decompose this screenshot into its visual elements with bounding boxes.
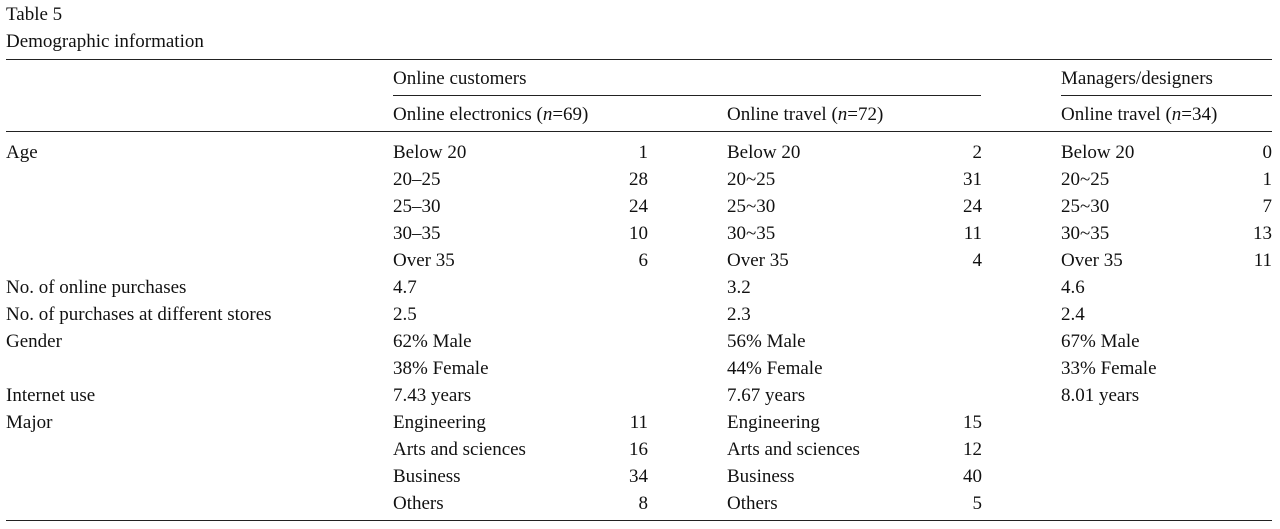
travel-age-label: Below 20 bbox=[727, 142, 801, 163]
travel-gender-female: 44% Female bbox=[727, 358, 823, 379]
electronics-age-count: 1 bbox=[638, 142, 648, 163]
table-label: Table 5 bbox=[6, 4, 63, 25]
electronics-major-count: 16 bbox=[629, 439, 648, 460]
managers-age-count: 1 bbox=[1262, 169, 1272, 190]
electronics-major-label: Engineering bbox=[393, 412, 486, 433]
electronics-age-label: 20–25 bbox=[393, 169, 441, 190]
row-label-internet-use: Internet use bbox=[6, 385, 96, 406]
managers-age-label: 25~30 bbox=[1061, 196, 1110, 217]
travel-gender-male: 56% Male bbox=[727, 331, 806, 352]
column-header-travel: Online travel (n=72) bbox=[727, 104, 884, 125]
electronics-age-label: 25–30 bbox=[393, 196, 441, 217]
table-title: Demographic information bbox=[6, 31, 204, 52]
row-label-major: Major bbox=[6, 412, 53, 433]
travel-age-label: 25~30 bbox=[727, 196, 776, 217]
electronics-age-label: Below 20 bbox=[393, 142, 467, 163]
travel-major-label: Others bbox=[727, 493, 778, 514]
group-header-managers: Managers/designers bbox=[1061, 68, 1213, 89]
top-rule bbox=[6, 59, 1272, 60]
managers-age-count: 0 bbox=[1262, 142, 1272, 163]
managers-gender-female: 33% Female bbox=[1061, 358, 1157, 379]
travel-age-label: Over 35 bbox=[727, 250, 789, 271]
travel-age-label: 30~35 bbox=[727, 223, 776, 244]
electronics-major-count: 34 bbox=[629, 466, 648, 487]
travel-major-count: 12 bbox=[963, 439, 982, 460]
managers-internet-use: 8.01 years bbox=[1061, 385, 1140, 406]
managers-age-count: 7 bbox=[1262, 196, 1272, 217]
managers-different-stores: 2.4 bbox=[1061, 304, 1085, 325]
column-header-managers-travel: Online travel (n=34) bbox=[1061, 104, 1218, 125]
travel-major-count: 5 bbox=[972, 493, 982, 514]
electronics-major-label: Others bbox=[393, 493, 444, 514]
electronics-gender-male: 62% Male bbox=[393, 331, 472, 352]
managers-age-label: 20~25 bbox=[1061, 169, 1110, 190]
travel-age-count: 24 bbox=[963, 196, 982, 217]
travel-major-label: Engineering bbox=[727, 412, 820, 433]
spanner-rule-managers bbox=[1061, 95, 1272, 96]
electronics-major-label: Business bbox=[393, 466, 461, 487]
travel-age-count: 11 bbox=[963, 223, 982, 244]
electronics-age-count: 24 bbox=[629, 196, 648, 217]
managers-gender-male: 67% Male bbox=[1061, 331, 1140, 352]
electronics-major-label: Arts and sciences bbox=[393, 439, 526, 460]
travel-age-label: 20~25 bbox=[727, 169, 776, 190]
managers-age-count: 11 bbox=[1253, 250, 1272, 271]
electronics-age-label: 30–35 bbox=[393, 223, 441, 244]
spanner-rule-online-customers bbox=[393, 95, 981, 96]
row-label-online-purchases: No. of online purchases bbox=[6, 277, 187, 298]
row-label-age: Age bbox=[6, 142, 38, 163]
travel-age-count: 31 bbox=[963, 169, 982, 190]
electronics-age-count: 28 bbox=[629, 169, 648, 190]
electronics-major-count: 8 bbox=[638, 493, 648, 514]
electronics-different-stores: 2.5 bbox=[393, 304, 417, 325]
electronics-gender-female: 38% Female bbox=[393, 358, 489, 379]
travel-age-count: 4 bbox=[972, 250, 982, 271]
travel-online-purchases: 3.2 bbox=[727, 277, 751, 298]
header-rule bbox=[6, 131, 1272, 132]
row-label-gender: Gender bbox=[6, 331, 62, 352]
electronics-online-purchases: 4.7 bbox=[393, 277, 417, 298]
electronics-age-label: Over 35 bbox=[393, 250, 455, 271]
electronics-age-count: 10 bbox=[629, 223, 648, 244]
travel-major-count: 15 bbox=[963, 412, 982, 433]
managers-age-label: 30~35 bbox=[1061, 223, 1110, 244]
electronics-age-count: 6 bbox=[638, 250, 648, 271]
managers-online-purchases: 4.6 bbox=[1061, 277, 1085, 298]
group-header-online-customers: Online customers bbox=[393, 68, 527, 89]
travel-different-stores: 2.3 bbox=[727, 304, 751, 325]
managers-age-label: Over 35 bbox=[1061, 250, 1123, 271]
travel-internet-use: 7.67 years bbox=[727, 385, 806, 406]
row-label-different-stores: No. of purchases at different stores bbox=[6, 304, 272, 325]
travel-major-label: Arts and sciences bbox=[727, 439, 860, 460]
travel-major-label: Business bbox=[727, 466, 795, 487]
column-header-electronics: Online electronics (n=69) bbox=[393, 104, 589, 125]
electronics-internet-use: 7.43 years bbox=[393, 385, 472, 406]
managers-age-count: 13 bbox=[1253, 223, 1272, 244]
electronics-major-count: 11 bbox=[629, 412, 648, 433]
managers-age-label: Below 20 bbox=[1061, 142, 1135, 163]
travel-age-count: 2 bbox=[972, 142, 982, 163]
travel-major-count: 40 bbox=[963, 466, 982, 487]
bottom-rule bbox=[6, 520, 1272, 521]
